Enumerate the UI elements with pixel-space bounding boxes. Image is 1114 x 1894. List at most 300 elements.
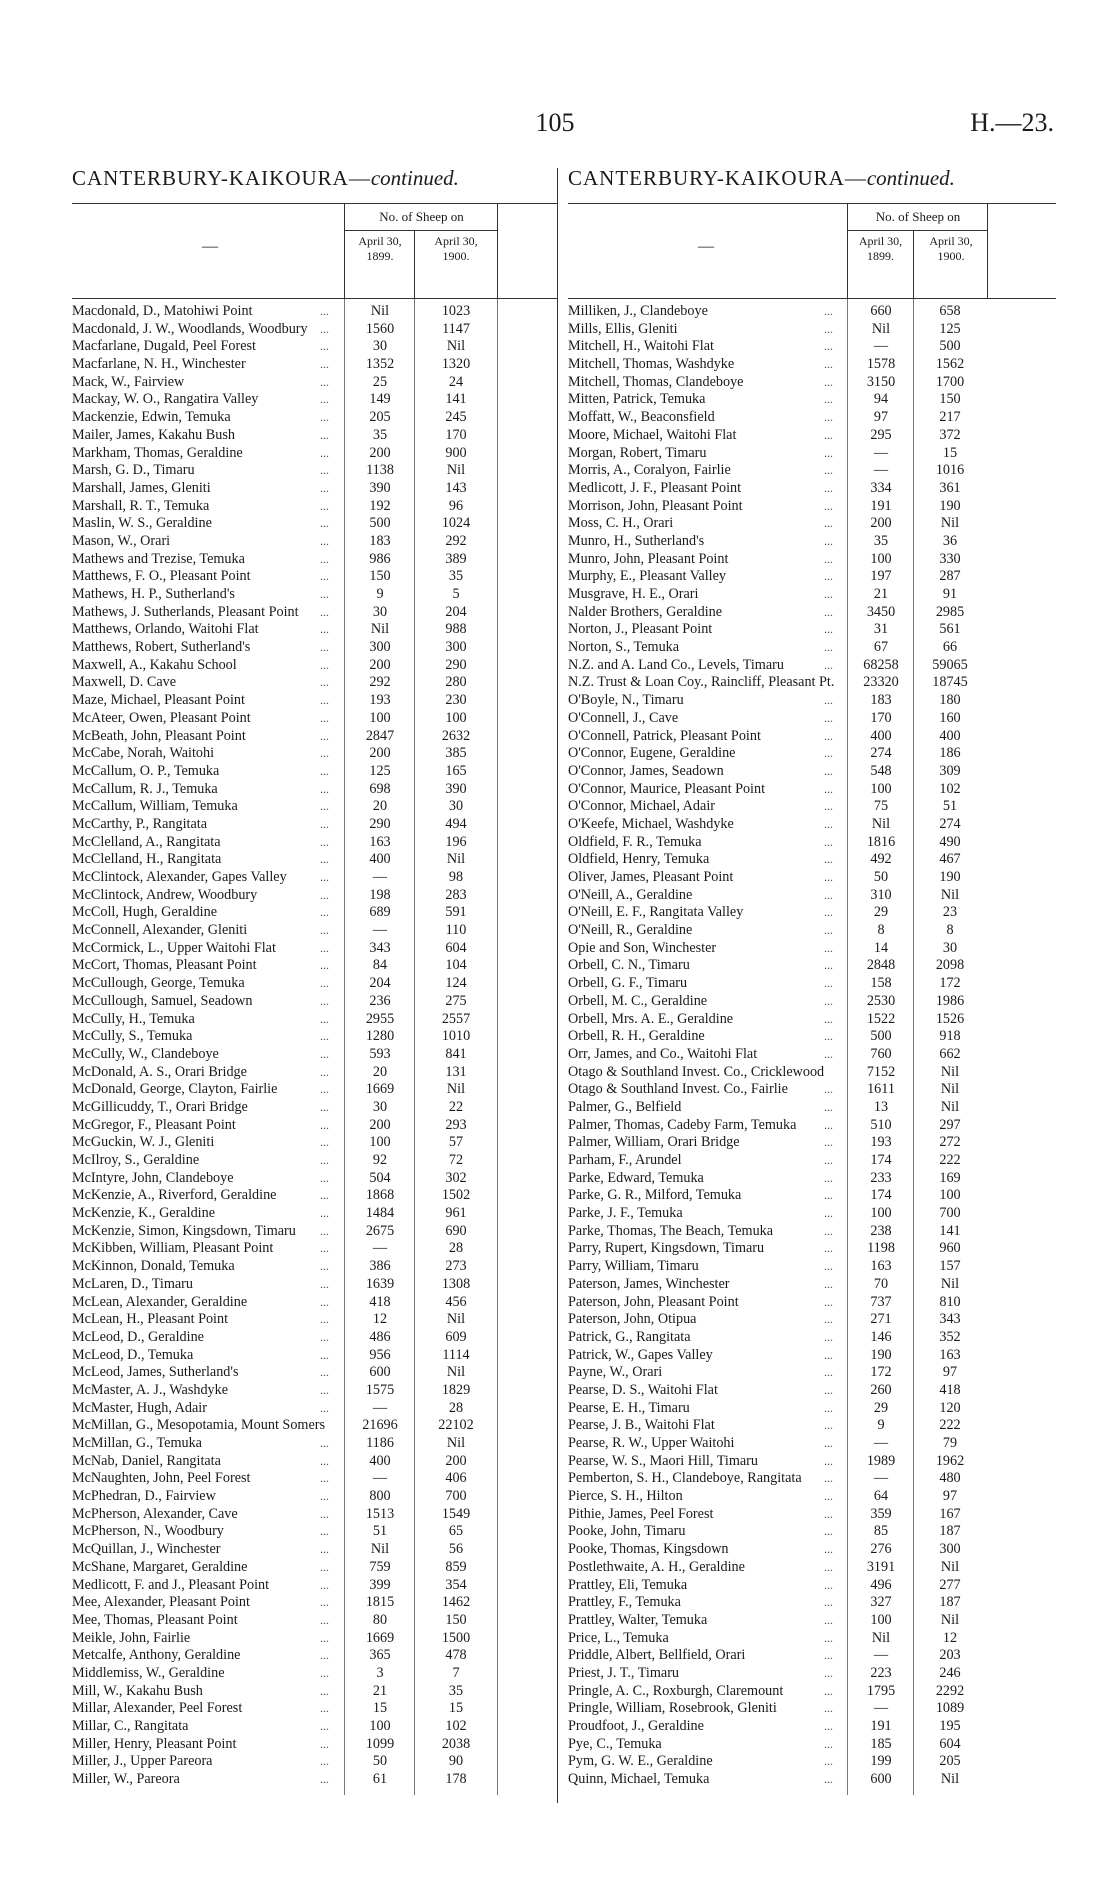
sheep-count-1900: 456 <box>445 1293 467 1310</box>
sheep-count-1900: 960 <box>939 1240 961 1257</box>
sheep-count-1900: 274 <box>939 815 961 832</box>
sheep-count-1899: 204 <box>369 975 391 992</box>
right-table-header <box>568 203 1056 299</box>
sheep-count-1899: 199 <box>870 1753 892 1770</box>
leader-dots: ... <box>320 533 329 548</box>
leader-dots: ... <box>824 604 833 619</box>
sheep-count-1900: 1114 <box>442 1346 470 1363</box>
sheep-count-1899: 1522 <box>866 1010 896 1027</box>
table-row <box>72 604 557 622</box>
leader-dots: ... <box>824 1489 833 1504</box>
owner-name: McMillan, G., Temuka <box>72 1435 202 1451</box>
owner-name: McMaster, Hugh, Adair <box>72 1399 207 1416</box>
sheep-count-1899: 80 <box>372 1611 388 1628</box>
leader-dots: ... <box>320 728 329 743</box>
sheep-count-1899: 1989 <box>866 1452 896 1469</box>
table-row <box>568 1488 1056 1506</box>
owner-name: O'Connor, Michael, Adair <box>568 798 715 815</box>
sheep-count-1900: 246 <box>939 1664 961 1681</box>
leader-dots: ... <box>320 516 329 531</box>
sheep-count-1899: 163 <box>369 833 391 850</box>
leader-dots: ... <box>824 1241 833 1256</box>
sheep-count-1899: 3 <box>376 1664 384 1681</box>
table-row <box>568 515 1056 533</box>
owner-name: McPherson, Alexander, Cave <box>72 1505 238 1522</box>
sheep-count-1899: 21 <box>873 586 889 602</box>
leader-dots: ... <box>320 1595 329 1610</box>
owner-name: Orbell, Mrs. A. E., Geraldine <box>568 1010 734 1027</box>
sheep-count-1900: 700 <box>939 1205 961 1222</box>
sheep-count-1899: 174 <box>870 1187 892 1204</box>
table-row <box>568 445 1056 463</box>
leader-dots: ... <box>824 1347 833 1362</box>
table-row <box>72 498 557 516</box>
owner-name: Milliken, J., Clandeboye <box>568 303 708 319</box>
sheep-count-1900: 217 <box>939 409 961 426</box>
owner-name: Macfarlane, Dugald, Peel Forest <box>72 338 256 355</box>
sheep-count-1900: 385 <box>445 745 467 762</box>
table-row <box>568 568 1056 586</box>
owner-name: Mitchell, Thomas, Washdyke <box>568 356 735 373</box>
owner-name: Palmer, G., Belfield <box>568 1098 682 1115</box>
owner-name: Parke, J. F., Temuka <box>568 1205 683 1222</box>
sheep-count-1900: 195 <box>939 1718 961 1734</box>
sheep-count-1899: 15 <box>372 1700 388 1717</box>
right-section-title-continued: continued. <box>866 166 955 190</box>
table-row <box>568 1541 1056 1559</box>
sheep-count-1899: 149 <box>369 391 391 408</box>
sheep-count-1900: 190 <box>939 869 961 885</box>
leader-dots: ... <box>320 1241 329 1256</box>
leader-dots: ... <box>824 746 833 761</box>
table-row <box>72 1258 557 1276</box>
sheep-count-1900: 604 <box>939 1735 961 1752</box>
owner-name: McPherson, N., Woodbury <box>72 1523 224 1540</box>
sheep-count-1900: 204 <box>445 603 467 620</box>
sheep-count-1900: 59065 <box>932 656 968 673</box>
table-row <box>568 1400 1056 1418</box>
leader-dots: ... <box>824 834 833 849</box>
leader-dots: ... <box>320 339 329 354</box>
left-header-rule-1 <box>344 204 345 298</box>
owner-name: Norton, S., Temuka <box>568 639 680 656</box>
owner-name: Mitchell, Thomas, Clandeboye <box>568 373 744 390</box>
leader-dots: ... <box>824 781 833 796</box>
owner-name: Mathews, H. P., Sutherland's <box>72 586 235 602</box>
table-row <box>72 781 557 799</box>
sheep-count-1899: 1198 <box>867 1240 895 1257</box>
leader-dots: ... <box>320 816 329 831</box>
sheep-count-1899: 84 <box>372 957 388 974</box>
sheep-count-1900: Nil <box>940 1063 960 1080</box>
leader-dots: ... <box>320 1648 329 1663</box>
owner-name: Otago & Southland Invest. Co., Fairlie <box>568 1081 788 1098</box>
table-row <box>72 1347 557 1365</box>
sheep-count-1900: 35 <box>448 1682 464 1699</box>
sheep-count-1900: Nil <box>940 1558 960 1575</box>
owner-name: O'Neill, R., Geraldine <box>568 922 693 939</box>
sheep-count-1899: — <box>372 1399 388 1416</box>
owner-name: McCort, Thomas, Pleasant Point <box>72 957 257 974</box>
owner-name: Medlicott, F. and J., Pleasant Point <box>72 1576 270 1593</box>
owner-name: Quinn, Michael, Temuka <box>568 1771 710 1788</box>
owner-name: Middlemiss, W., Geraldine <box>72 1664 225 1681</box>
table-row <box>72 639 557 657</box>
owner-name: Marshall, R. T., Temuka <box>72 497 210 514</box>
sheep-count-1900: 1962 <box>935 1452 965 1469</box>
sheep-count-1900: 143 <box>445 479 467 496</box>
owner-name: Miller, Henry, Pleasant Point <box>72 1735 237 1752</box>
sheep-count-1899: 12 <box>372 1311 388 1328</box>
sheep-count-1899: 158 <box>870 975 892 992</box>
owner-name: Mack, W., Fairview <box>72 373 185 390</box>
owner-name: McConnell, Alexander, Gleniti <box>72 922 248 939</box>
leader-dots: ... <box>320 1223 329 1238</box>
table-row <box>568 710 1056 728</box>
sheep-count-1900: 1024 <box>441 515 471 532</box>
leader-dots: ... <box>320 1206 329 1221</box>
table-row <box>72 586 557 604</box>
sheep-count-1899: 31 <box>873 621 889 638</box>
leader-dots: ... <box>320 1630 329 1645</box>
sheep-count-1899: 30 <box>372 1098 388 1115</box>
leader-dots: ... <box>824 587 833 601</box>
sheep-count-1899: 192 <box>369 497 391 514</box>
owner-name: McShane, Margaret, Geraldine <box>72 1558 248 1575</box>
owner-name: Moore, Michael, Waitohi Flat <box>568 426 737 443</box>
leader-dots: ... <box>824 870 833 884</box>
sheep-count-1899: 548 <box>870 762 892 779</box>
table-row <box>568 551 1056 569</box>
table-row <box>568 1435 1056 1453</box>
leader-dots: ... <box>320 480 329 495</box>
sheep-count-1900: 22102 <box>438 1417 474 1434</box>
sheep-count-1900: 1502 <box>441 1187 471 1204</box>
sheep-count-1899: 1868 <box>365 1187 395 1204</box>
table-row <box>568 1417 1056 1435</box>
owner-name: McClelland, H., Rangitata <box>72 851 222 868</box>
sheep-count-1899: 163 <box>870 1258 892 1275</box>
sheep-count-1899: 100 <box>369 709 391 726</box>
sheep-count-1899: 68258 <box>863 656 899 673</box>
table-row <box>568 480 1056 498</box>
owner-name: Munro, H., Sutherland's <box>568 532 705 549</box>
owner-name: McLeod, D., Geraldine <box>72 1328 204 1345</box>
owner-name: O'Boyle, N., Timaru <box>568 692 684 709</box>
leader-dots: ... <box>320 1170 329 1185</box>
sheep-count-1899: 14 <box>873 939 889 956</box>
right-header-year-1899: April 30, 1899. <box>858 234 903 263</box>
sheep-count-1900: 104 <box>445 957 467 974</box>
sheep-count-1899: 400 <box>369 1452 391 1469</box>
owner-name: Macdonald, J. W., Woodlands, Woodbury <box>72 320 308 337</box>
table-row <box>568 1329 1056 1347</box>
sheep-count-1900: Nil <box>940 1275 960 1292</box>
sheep-count-1899: 25 <box>372 373 388 390</box>
table-row <box>568 1240 1056 1258</box>
table-row <box>72 1470 557 1488</box>
sheep-count-1899: 1795 <box>866 1682 896 1699</box>
sheep-count-1899: 1484 <box>365 1205 395 1222</box>
owner-name: O'Connor, Eugene, Geraldine <box>568 745 736 762</box>
sheep-count-1899: 125 <box>369 762 391 779</box>
table-row <box>568 409 1056 427</box>
sheep-count-1899: 1639 <box>365 1275 395 1292</box>
table-row <box>568 1081 1056 1099</box>
table-row <box>72 957 557 975</box>
owner-name: McCully, H., Temuka <box>72 1010 195 1027</box>
leader-dots: ... <box>824 1683 833 1698</box>
sheep-count-1900: 97 <box>942 1364 958 1381</box>
sheep-count-1900: 169 <box>939 1169 961 1186</box>
sheep-count-1900: 961 <box>445 1205 467 1222</box>
sheep-count-1900: 1462 <box>441 1594 471 1611</box>
table-row <box>568 1347 1056 1365</box>
owner-name: Proudfoot, J., Geraldine <box>568 1718 704 1734</box>
leader-dots: ... <box>320 1153 329 1167</box>
owner-name: Oliver, James, Pleasant Point <box>568 869 734 885</box>
table-row <box>568 621 1056 639</box>
sheep-count-1899: 100 <box>870 1205 892 1222</box>
leader-dots: ... <box>320 1046 329 1061</box>
sheep-count-1899: 359 <box>870 1505 892 1522</box>
sheep-count-1899: 193 <box>870 1134 892 1151</box>
leader-dots: ... <box>824 958 833 973</box>
owner-name: Millar, Alexander, Peel Forest <box>72 1700 243 1717</box>
table-row <box>568 869 1056 887</box>
leader-dots: ... <box>824 1206 833 1221</box>
table-row <box>72 940 557 958</box>
owner-name: McKinnon, Donald, Temuka <box>72 1258 235 1275</box>
sheep-count-1900: 170 <box>445 426 467 443</box>
sheep-count-1899: 343 <box>369 939 391 956</box>
sheep-count-1900: 150 <box>445 1611 467 1628</box>
table-row <box>568 498 1056 516</box>
sheep-count-1899: 51 <box>372 1523 388 1540</box>
owner-name: Mill, W., Kakahu Bush <box>72 1682 203 1699</box>
sheep-count-1899: 94 <box>873 391 889 408</box>
sheep-count-1899: 759 <box>369 1558 391 1575</box>
owner-name: Maxwell, A., Kakahu School <box>72 656 237 673</box>
sheep-count-1900: 91 <box>942 586 958 602</box>
leader-dots: ... <box>824 657 833 672</box>
owner-name: McAteer, Owen, Pleasant Point <box>72 709 251 726</box>
owner-name: McCarthy, P., Rangitata <box>72 815 208 832</box>
sheep-count-1899: 9 <box>877 1417 885 1434</box>
owner-name: McKenzie, Simon, Kingsdown, Timaru <box>72 1222 296 1239</box>
right-header-rule-3 <box>987 204 988 298</box>
table-row <box>568 1170 1056 1188</box>
leader-dots: ... <box>824 905 833 920</box>
owner-name: Medlicott, J. F., Pleasant Point <box>568 479 742 496</box>
table-row <box>568 1736 1056 1754</box>
sheep-count-1900: Nil <box>940 1098 960 1115</box>
owner-name: Morgan, Robert, Timaru <box>568 444 707 461</box>
left-section-title-text: CANTERBURY-KAIKOURA— <box>72 166 371 190</box>
right-table-body <box>568 299 1056 1789</box>
sheep-count-1900: 1500 <box>441 1629 471 1646</box>
sheep-count-1900: 287 <box>939 568 961 585</box>
sheep-count-1899: 185 <box>870 1735 892 1752</box>
leader-dots: ... <box>824 1436 833 1450</box>
owner-name: Pringle, A. C., Roxburgh, Claremount <box>568 1682 784 1699</box>
sheep-count-1899: 399 <box>369 1576 391 1593</box>
sheep-count-1899: 986 <box>369 550 391 567</box>
table-row <box>568 922 1056 940</box>
owner-name: Mee, Thomas, Pleasant Point <box>72 1611 238 1628</box>
sheep-count-1900: 1010 <box>441 1028 471 1045</box>
sheep-count-1900: 658 <box>939 303 961 319</box>
table-row <box>568 674 1056 692</box>
owner-name: McMaster, A. J., Washdyke <box>72 1381 229 1398</box>
sheep-count-1900: 30 <box>448 798 464 815</box>
sheep-count-1900: 5 <box>452 586 460 602</box>
sheep-count-1899: 67 <box>873 639 889 656</box>
table-row <box>72 834 557 852</box>
leader-dots: ... <box>824 640 833 655</box>
sheep-count-1899: Nil <box>871 320 891 337</box>
table-row <box>72 391 557 409</box>
leader-dots: ... <box>824 976 833 991</box>
table-row <box>568 1718 1056 1736</box>
leader-dots: ... <box>320 710 329 725</box>
sheep-count-1899: 800 <box>369 1488 391 1505</box>
sheep-count-1899: 200 <box>369 1116 391 1133</box>
owner-name: McKenzie, K., Geraldine <box>72 1205 215 1222</box>
left-header-group: No. of Sheep on <box>344 204 498 231</box>
leader-dots: ... <box>824 1772 833 1787</box>
sheep-count-1900: 90 <box>448 1753 464 1770</box>
sheep-count-1900: 1320 <box>441 356 471 373</box>
table-row <box>568 1382 1056 1400</box>
owner-name: McCullough, Samuel, Seadown <box>72 992 253 1009</box>
sheep-count-1900: 290 <box>445 656 467 673</box>
sheep-count-1900: 1089 <box>935 1700 965 1717</box>
sheep-count-1900: 124 <box>445 975 467 992</box>
table-row <box>72 338 557 356</box>
sheep-count-1899: 1575 <box>365 1381 395 1398</box>
owner-name: Pearse, D. S., Waitohi Flat <box>568 1381 718 1398</box>
sheep-count-1899: 2675 <box>365 1222 395 1239</box>
sheep-count-1899: 3150 <box>866 373 896 390</box>
leader-dots: ... <box>320 1701 329 1716</box>
table-row <box>72 1311 557 1329</box>
owner-name: Pithie, James, Peel Forest <box>568 1505 714 1522</box>
leader-dots: ... <box>824 1365 833 1380</box>
sheep-count-1899: Nil <box>370 1541 390 1558</box>
sheep-count-1900: 18745 <box>932 674 968 691</box>
owner-name: Opie and Son, Winchester <box>568 939 717 956</box>
table-row <box>568 533 1056 551</box>
leader-dots: ... <box>320 1135 329 1150</box>
owner-name: McGregor, F., Pleasant Point <box>72 1116 236 1133</box>
table-row <box>72 674 557 692</box>
right-header-group: No. of Sheep on <box>847 204 988 231</box>
leader-dots: ... <box>824 728 833 743</box>
table-row <box>72 1700 557 1718</box>
leader-dots: ... <box>824 763 833 778</box>
owner-name: Price, L., Temuka <box>568 1629 669 1646</box>
sheep-count-1899: 191 <box>870 497 892 514</box>
sheep-count-1900: Nil <box>446 338 466 355</box>
owner-name: Paterson, James, Winchester <box>568 1275 730 1292</box>
table-row <box>72 1011 557 1029</box>
sheep-count-1900: 918 <box>939 1028 961 1045</box>
table-row <box>568 957 1056 975</box>
sheep-count-1900: 1562 <box>935 356 965 373</box>
owner-name: McCully, W., Clandeboye <box>72 1045 219 1062</box>
owner-name: McIlroy, S., Geraldine <box>72 1152 200 1168</box>
leader-dots: ... <box>320 958 329 973</box>
sheep-count-1900: 110 <box>445 922 467 939</box>
leader-dots: ... <box>320 1347 329 1362</box>
leader-dots: ... <box>320 870 329 884</box>
owner-name: Oldfield, F. R., Temuka <box>568 833 702 850</box>
sheep-count-1900: 187 <box>939 1594 961 1611</box>
sheep-count-1900: 24 <box>448 373 464 390</box>
leader-dots: ... <box>824 1577 833 1592</box>
owner-name: McGillicuddy, T., Orari Bridge <box>72 1098 248 1115</box>
left-section-title <box>72 166 459 191</box>
sheep-count-1900: Nil <box>940 1081 960 1098</box>
table-row <box>568 1523 1056 1541</box>
sheep-count-1900: 662 <box>939 1045 961 1062</box>
leader-dots: ... <box>320 1471 329 1486</box>
sheep-count-1900: 98 <box>448 869 464 885</box>
sheep-count-1899: 260 <box>870 1381 892 1398</box>
table-row <box>72 1099 557 1117</box>
column-divider <box>557 168 558 1803</box>
sheep-count-1899: 327 <box>870 1594 892 1611</box>
owner-name: Oldfield, Henry, Temuka <box>568 851 710 868</box>
sheep-count-1900: 988 <box>445 621 467 638</box>
table-row <box>568 1294 1056 1312</box>
table-row <box>568 1028 1056 1046</box>
sheep-count-1900: 66 <box>942 639 958 656</box>
sheep-count-1900: 230 <box>445 692 467 709</box>
owner-name: Pye, C., Temuka <box>568 1735 662 1752</box>
leader-dots: ... <box>824 1223 833 1238</box>
left-header-year-1899: April 30, 1899. <box>358 234 402 263</box>
owner-name: Macfarlane, N. H., Winchester <box>72 356 246 373</box>
table-row <box>568 1753 1056 1771</box>
leader-dots: ... <box>824 374 833 389</box>
sheep-count-1900: 390 <box>445 780 467 797</box>
owner-name: McColl, Hugh, Geraldine <box>72 904 217 921</box>
table-row <box>72 1134 557 1152</box>
sheep-count-1900: 292 <box>445 532 467 549</box>
table-row <box>72 1506 557 1524</box>
table-row <box>72 1630 557 1648</box>
sheep-count-1899: — <box>873 338 889 355</box>
owner-name: Orbell, M. C., Geraldine <box>568 992 708 1009</box>
leader-dots: ... <box>824 1595 833 1610</box>
owner-name: Otago & Southland Invest. Co., Cricklewood <box>568 1063 825 1080</box>
table-row <box>568 462 1056 480</box>
sheep-count-1899: 400 <box>369 851 391 868</box>
table-row <box>568 1577 1056 1595</box>
sheep-count-1900: Nil <box>940 1771 960 1788</box>
sheep-count-1900: 272 <box>939 1134 961 1151</box>
leader-dots: ... <box>320 1436 329 1450</box>
owner-name: Mitten, Patrick, Temuka <box>568 391 706 408</box>
owner-name: Orbell, R. H., Geraldine <box>568 1028 705 1045</box>
table-row <box>72 303 557 321</box>
owner-name: McCallum, O. P., Temuka <box>72 762 220 779</box>
sheep-count-1899: 504 <box>369 1169 391 1186</box>
owner-name: Maze, Michael, Pleasant Point <box>72 692 245 709</box>
sheep-count-1899: 365 <box>369 1647 391 1664</box>
